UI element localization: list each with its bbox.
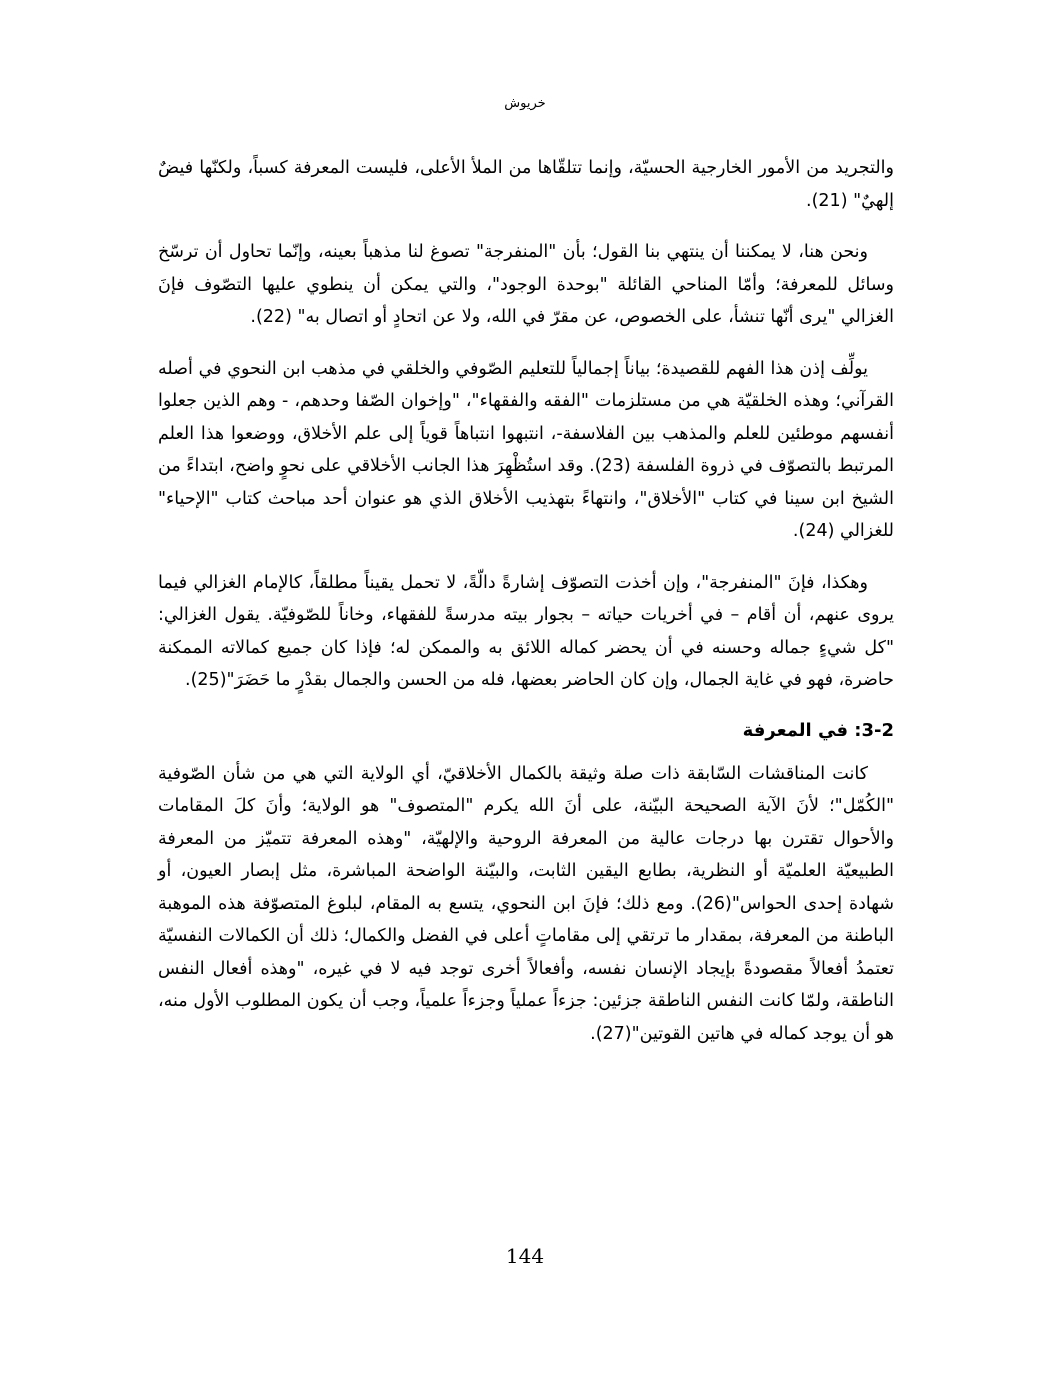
paragraph-3: يولِّف إذن هذا الفهم للقصيدة؛ بياناً إجمالياً للتعليم الصّوفي والخلقي في مذهب ابن النحوي في أصله القرآني؛ وهذه الخلقيّة هي من مستلزمات "الفقه والفقهاء"، "وإخوان الصّفا وحدهم، - وهم الذين جعلوا أنفسهم موطئين للعلم والمذهب بين الفلاسفة-، انتبهوا انتباهاً قوياً إلى علم الأخلاق، ووضعوا هذا العلم المرتبط بالتصوّف في ذروة الفلسفة (23). وقد استُظْهِرَ هذا الجانب الأخلاقي على نحوٍ واضح، ابتداءً من الشيخ ابن سينا في كتاب "الأخلاق"، وانتهاءً بتهذيب الأخلاق الذي هو عنوان أحد مباحث كتاب "الإحياء" للغزالي (24).	[158, 358, 894, 541]
paragraph-2: ونحن هنا، لا يمكننا أن ينتهي بنا القول؛ بأن "المنفرجة" تصوغ لنا مذهباً بعينه، وإنّما تحاول أن ترسّخ وسائل للمعرفة؛ وأمّا المناحي القائلة "بوحدة الوجود"، والتي يمكن أن ينطوي عليها التصّوف فإنَ الغزالي "يرى أنّها تنشأ، على الخصوص، عن مقرّ في الله، ولا عن اتحادٍ أو اتصال به" (22).	[158, 242, 894, 327]
paragraph-1: والتجريد من الأمور الخارجية الحسيّة، وإنما تتلقّاها من الملأ الأعلى، فليست المعرفة كسباً، ولكنّها فيضٌ إلهيٌ" (21).	[158, 158, 894, 211]
page-number: 144	[505, 1244, 545, 1268]
paragraph-5: كانت المناقشات السّابقة ذات صلة وثيقة بالكمال الأخلاقيّ، أي الولاية التي هي من شأن الصّوفية "الكُمّل"؛ لأنَ الآية الصحيحة البيّنة، على أنَ الله يكرم "المتصوف" هو الولاية؛ وأنَ كلَ المقامات والأحوال تقترن بها درجات عالية من المعرفة الروحية والإلهيّة، "وهذه المعرفة تتميّز من المعرفة الطبيعيّة العلميّة أو النظرية، بطابع اليقين الثابت، والبيّنة الواضحة المباشرة، مثل إبصار العيون، أو شهادة إحدى الحواس"(26). ومع ذلك؛ فإنَ ابن النحوي، يتسع به المقام، لبلوغ المتصوّفة هذه الموهبة الباطنة من المعرفة، بمقدار ما ترتقي إلى مقاماتٍ أعلى في الفضل والكمال؛ ذلك أن الكمالات النفسيّة تعتمدُ أفعالاً مقصودةً بإيجاد الإنسان نفسه، وأفعالاً أخرى توجد فيه لا في غيره، "وهذه أفعال النفس الناطقة، ولمّا كانت النفس الناطقة جزئين: جزءاً عملياً وجزءاً علمياً، وجب أن يكون المطلوب الأول منه، هو أن يوجد كماله في هاتين القوتين"(27).	[158, 763, 894, 1044]
paragraph-4: وهكذا، فإنَ "المنفرجة"، وإن أخذت التصوّف إشارةً دالّةً، لا تحمل يقيناً مطلقاً، كالإمام الغزالي فيما يروى عنهم، أن أقام – في أخريات حياته – بجوار بيته مدرسةً للفقهاء، وخاناً للصّوفيّة. يقول الغزالي: "كل شيءٍ جماله وحسنه في أن يحضر كماله اللائق به والممكن له؛ فإذا كان جميع كمالاته الممكنة حاضرة، فهو في غاية الجمال، وإن كان الحاضر بعضها، فله من الحسن والجمال بقدْرٍ ما حَضَرَ"(25).	[158, 572, 894, 690]
section-heading: 3-2: في المعرفة	[742, 719, 894, 741]
body-text	[158, 152, 894, 1069]
running-header: خريوش	[504, 96, 546, 111]
